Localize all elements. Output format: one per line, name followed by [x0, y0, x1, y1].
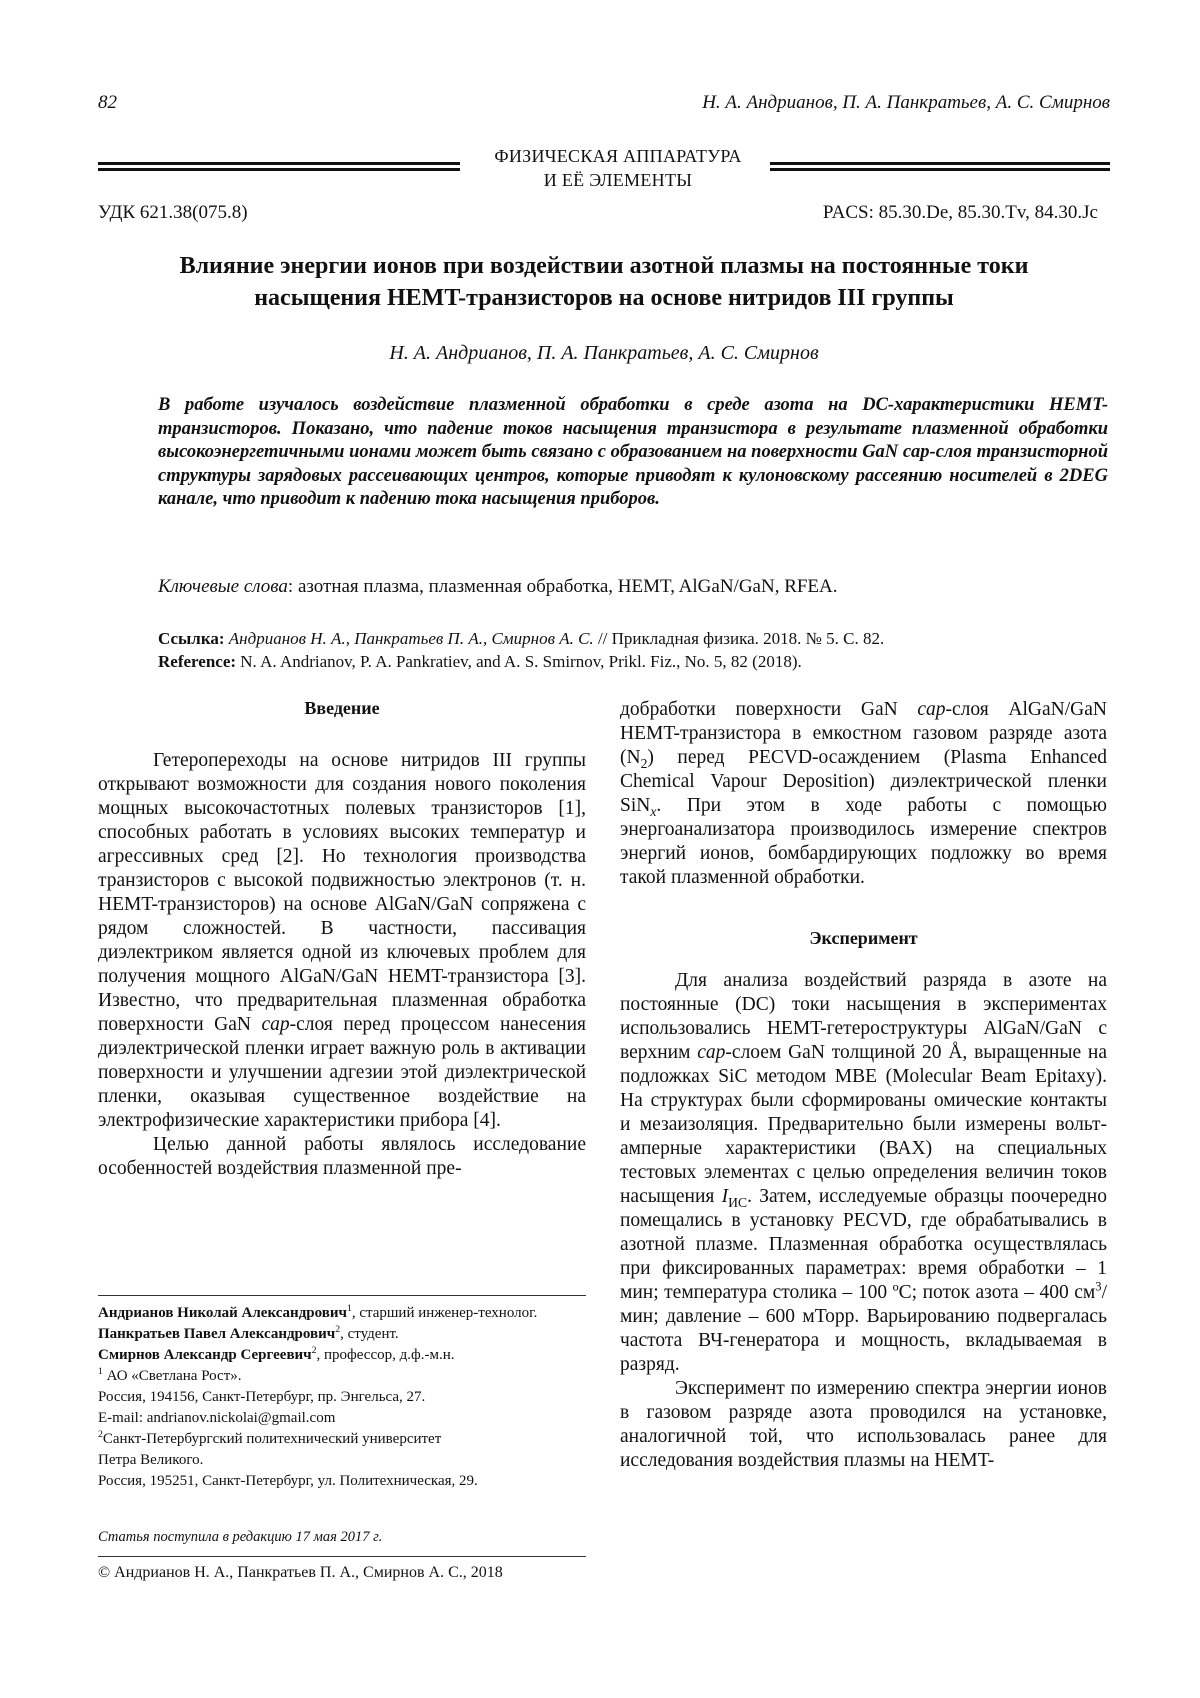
citation-ru-label: Ссылка:: [158, 629, 225, 648]
experiment-heading: Эксперимент: [809, 928, 918, 948]
exp-p1-sup-3: 3: [1095, 1279, 1102, 1294]
received-date: Статья поступила в редакцию 17 мая 2017 г.: [98, 1529, 383, 1545]
running-authors: Н. А. Андрианов, П. А. Панкратьев, А. С. Смирнов: [702, 92, 1110, 113]
experiment-paragraph-1: [620, 969, 1107, 1377]
author-3-sup: 2: [311, 1345, 317, 1356]
rubric-rule-right: [770, 162, 1110, 171]
author-footnotes: [98, 1303, 598, 1492]
rubric-line-2: И ЕЁ ЭЛЕМЕНТЫ: [543, 170, 693, 190]
citation-ru-authors: Андрианов Н. А., Панкратьев П. А., Смирнов А. С.: [228, 629, 594, 648]
affiliation-1-name: АО «Светлана Рост».: [102, 1368, 242, 1384]
intro-p1-part-a: Гетеропереходы на основе нитридов III группы открывают возможности для создания нового поколения мощных высокочастотных полевых транзисторов [1], способных работать в условиях высоких температур и агрессивных сред [2]. Но технология производства транзисторов с высокой подвижностью электронов (т. н. HEMT-транзисторов) на основе AlGaN/GaN сопряжена с рядом сложностей. В частности, пассивация диэлектриком является одной из ключевых проблем для получения мощного AlGaN/GaN HEMT-транзистора [3]. Известно, что предварительная плазменная обработка поверхности GaN: [98, 750, 586, 1035]
citation-ru-rest: // Прикладная физика. 2018. № 5. С. 82.: [597, 629, 885, 648]
cont-cap: cap: [917, 699, 946, 720]
affiliation-1-address: Россия, 194156, Санкт-Петербург, пр. Энгельса, 27.: [98, 1389, 426, 1405]
cont-part-a: добработки поверхности GaN: [620, 699, 918, 720]
author-2-role: , студент.: [340, 1326, 399, 1342]
intro-paragraph-1: [98, 749, 586, 1133]
rubric-text: [468, 144, 768, 192]
affiliation-1-sup: 1: [98, 1366, 103, 1377]
intro-paragraph-2: Целью данной работы являлось исследование особенностей воздействия плазменной пре-: [98, 1134, 586, 1179]
keywords-label: Ключевые слова: [158, 576, 288, 597]
exp-p1-I-sub: ИС: [728, 1194, 748, 1210]
copyright-rule: [98, 1556, 586, 1557]
rubric-rule-left: [98, 162, 460, 171]
citation-en: [158, 650, 1140, 673]
intro-continuation: [620, 698, 1107, 890]
title-line-2: насыщения HEMT-транзисторов на основе нитридов III группы: [254, 285, 954, 311]
section-rubric: [98, 144, 1110, 194]
article-title: [98, 250, 1110, 314]
title-line-1: Влияние энергии ионов при воздействии азотной плазмы на постоянные токи: [179, 253, 1029, 279]
exp-p1-part-d: /мин; давление – 600 мТорр. Варьированию подвергалась частота ВЧ-генератора и мощность, вкладываемая в разряд.: [620, 1282, 1107, 1375]
cont-sub-x: x: [650, 803, 657, 819]
affiliation-1: [98, 1366, 598, 1387]
author-1-role: , старший инженер-технолог.: [351, 1305, 538, 1321]
author-2-name: Панкратьев Павел Александрович: [98, 1326, 336, 1342]
article-authors: Н. А. Андрианов, П. А. Панкратьев, А. С. Смирнов: [389, 342, 819, 364]
author-3-role: , профессор, д.ф.-м.н.: [316, 1347, 455, 1363]
intro-heading: Введение: [304, 698, 380, 718]
exp-p1-part-b: -слоем GaN толщиной 20 Å, выращенные на подложках SiC методом MBE (Molecular Beam Epitaxy). На структурах были сформированы омические контакты и мезаизоляция. Предварительно были измерены вольт-амперные характеристики (ВАХ) на специальных тестовых элементах с целью определения величин токов насыщения: [620, 1042, 1107, 1207]
abstract: В работе изучалось воздействие плазменной обработки в среде азота на DC-характеристики HEMT-транзисторов. Показано, что падение токов насыщения транзистора в результате плазменной обработки высокоэнергетичными ионами может быть связано с образованием на поверхности GaN cap-слоя транзисторной структуры зарядовых рассеивающих центров, которые приводят к кулоновскому рассеянию носителей в 2DEG канале, что приводит к падению тока насыщения приборов.: [158, 395, 1108, 509]
page-number: 82: [98, 92, 117, 113]
cont-part-b: -слоя AlGaN/GaN HEMT-транзистора в емкостном газовом разряде азота (N: [620, 699, 1107, 768]
keywords-text: : азотная плазма, плазменная обработка, HEMT, AlGaN/GaN, RFEA.: [287, 576, 838, 597]
author-2-sup: 2: [335, 1324, 341, 1335]
affiliation-2-name-1: Санкт-Петербургский политехнический университет: [102, 1431, 442, 1447]
footnote-author-1: [98, 1303, 598, 1324]
affiliation-2-name-2: Петра Великого.: [98, 1452, 204, 1468]
right-column: [620, 698, 1107, 1473]
footnote-author-3: [98, 1345, 598, 1366]
exp-p1-I: I: [721, 1186, 729, 1207]
cont-sub-2: 2: [640, 755, 648, 771]
experiment-paragraph-2: Эксперимент по измерению спектра энергии ионов в газовом разряде азота проводился на установке, аналогичной той, что использовалась ранее для исследования воздействия плазмы на HEMT-: [620, 1378, 1107, 1471]
affiliation-2-address: Россия, 195251, Санкт-Петербург, ул. Политехническая, 29.: [98, 1473, 478, 1489]
citation-en-label: Reference:: [158, 652, 237, 671]
footnote-rule: [98, 1295, 586, 1296]
rubric-line-1: ФИЗИЧЕСКАЯ АППАРАТУРА: [494, 146, 742, 166]
intro-p1-cap: cap: [261, 1014, 290, 1035]
citation-en-text: N. A. Andrianov, P. A. Pankratiev, and A. S. Smirnov, Prikl. Fiz., No. 5, 82 (2018).: [240, 652, 802, 671]
intro-p1-part-b: -слоя перед процессом нанесения диэлектрической пленки играет важную роль в активации поверхности и улучшении адгезии этой диэлектрической пленки, оказывая существенное воздействие на электрофизические характеристики прибора [4].: [98, 1014, 586, 1131]
exp-p1-part-c: . Затем, исследуемые образцы поочередно помещались в установку PECVD, где обрабатывались в азотной плазме. Плазменная обработка осуществлялась при фиксированных параметрах: время обработки – 1 мин; температура столика – 100 ºC; поток азота – 400 см: [620, 1186, 1107, 1303]
exp-p1-part-a: Для анализа воздействий разряда в азоте на постоянные (DC) токи насыщения в экспериментах использовались HEMT-гетероструктуры AlGaN/GaN с верхним: [620, 970, 1107, 1063]
citation-ru: [158, 627, 1140, 650]
udk-code: УДК 621.38(075.8): [98, 202, 248, 223]
copyright: © Андрианов Н. А., Панкратьев П. А., Смирнов А. С., 2018: [98, 1564, 503, 1581]
affiliation-2-sup: 2: [98, 1429, 103, 1440]
affiliation-2: [98, 1429, 598, 1450]
affiliation-1-email: E-mail: andrianov.nickolai@gmail.com: [98, 1410, 336, 1426]
cont-part-d: . При этом в ходе работы с помощью энергоанализатора производилось измерение спектров энергий ионов, бомбардирующих подложку во время такой плазменной обработки.: [620, 795, 1107, 888]
running-head: [98, 92, 1110, 122]
keywords: [158, 576, 1108, 598]
footnote-author-2: [98, 1324, 598, 1345]
pacs-codes: PACS: 85.30.De, 85.30.Tv, 84.30.Jc: [822, 202, 1098, 223]
left-column: [98, 698, 586, 1181]
cont-part-c: ) перед PECVD-осаждением (Plasma Enhanced Chemical Vapour Deposition) диэлектрической пленки SiN: [620, 747, 1107, 816]
author-3-name: Смирнов Александр Сергеевич: [98, 1347, 312, 1363]
author-1-sup: 1: [346, 1303, 352, 1314]
exp-p1-cap: cap: [697, 1042, 726, 1063]
citation-block: [158, 627, 1140, 673]
author-1-name: Андрианов Николай Александрович: [98, 1305, 347, 1321]
